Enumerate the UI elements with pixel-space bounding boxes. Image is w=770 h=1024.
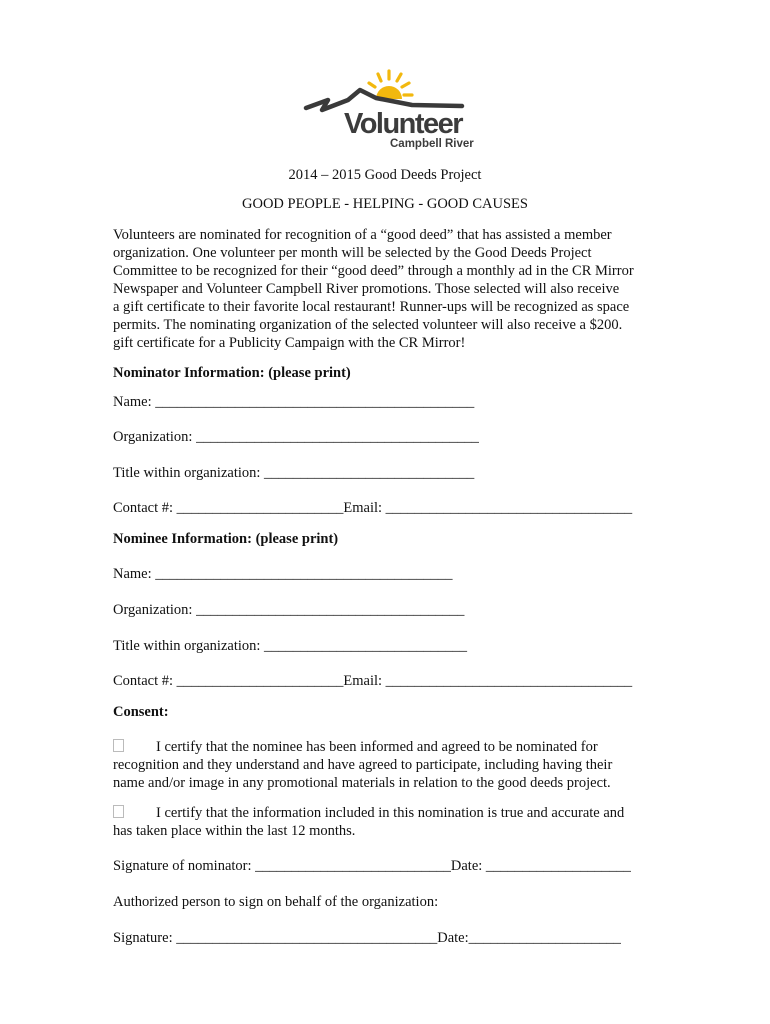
nominator-heading: Nominator Information: (please print) — [113, 365, 351, 381]
nominator-contact-email-field[interactable]: Contact #: _______________________Email: __________________________________ — [113, 500, 633, 516]
consent-checkbox-2[interactable] — [113, 805, 124, 818]
intro-line: permits. The nominating organization of the selected volunteer will also receive a $200. — [113, 317, 623, 333]
consent-text: recognition and they understand and have agreed to participate, including having their — [113, 757, 613, 773]
sun-ray — [369, 83, 375, 87]
nominee-organization-field[interactable]: Organization: _____________________________________ — [113, 602, 465, 618]
consent-text: has taken place within the last 12 months. — [113, 823, 356, 839]
authorized-person-label: Authorized person to sign on behalf of the organization: — [113, 894, 439, 910]
nominee-contact-email-field[interactable]: Contact #: _______________________Email: __________________________________ — [113, 673, 633, 689]
nominator-name-field[interactable]: Name: ____________________________________________ — [113, 394, 475, 410]
nominee-heading: Nominee Information: (please print) — [113, 531, 339, 547]
project-title: 2014 – 2015 Good Deeds Project — [288, 167, 482, 183]
nominator-title-field[interactable]: Title within organization: _____________________________ — [113, 465, 475, 481]
consent-text: I certify that the information included in this nomination is true and accurate and — [156, 805, 625, 821]
authorized-signature-field[interactable]: Signature: ____________________________________Date:_____________________ — [113, 930, 621, 946]
consent-item-1 — [113, 738, 658, 792]
intro-line: gift certificate for a Publicity Campaign with the CR Mirror! — [113, 335, 466, 351]
nominee-name-field[interactable]: Name: _________________________________________ — [113, 566, 453, 582]
consent-item-2 — [113, 804, 658, 840]
logo-subtitle: Campbell River — [390, 138, 474, 150]
consent-text: I certify that the nominee has been informed and agreed to be nominated for — [156, 739, 598, 755]
slogan: GOOD PEOPLE - HELPING - GOOD CAUSES — [242, 196, 528, 212]
sun-ray — [402, 83, 409, 87]
nominator-organization-field[interactable]: Organization: _______________________________________ — [113, 429, 479, 445]
consent-checkbox-1[interactable] — [113, 739, 124, 752]
intro-line: Newspaper and Volunteer Campbell River promotions. Those selected will also receive — [113, 281, 620, 297]
consent-text: name and/or image in any promotional materials in relation to the good deeds project. — [113, 775, 611, 791]
sun-ray — [378, 74, 381, 81]
nominator-signature-field[interactable]: Signature of nominator: ___________________________Date: ____________________ — [113, 858, 631, 874]
intro-line: Committee to be recognized for their “good deed” through a monthly ad in the CR Mirror — [113, 263, 634, 279]
intro-paragraph — [113, 226, 658, 352]
nominee-title-field[interactable]: Title within organization: ____________________________ — [113, 638, 468, 654]
sun-icon — [369, 71, 412, 99]
logo-title: Volunteer — [344, 108, 463, 140]
intro-line: organization. One volunteer per month will be selected by the Good Deeds Project — [113, 245, 592, 261]
intro-line: Volunteers are nominated for recognition of a “good deed” that has assisted a member — [113, 227, 612, 243]
sun-ray — [397, 74, 401, 81]
intro-line: a gift certificate to their favorite local restaurant! Runner-ups will be recognized as space — [113, 299, 630, 315]
consent-heading: Consent: — [113, 704, 169, 720]
